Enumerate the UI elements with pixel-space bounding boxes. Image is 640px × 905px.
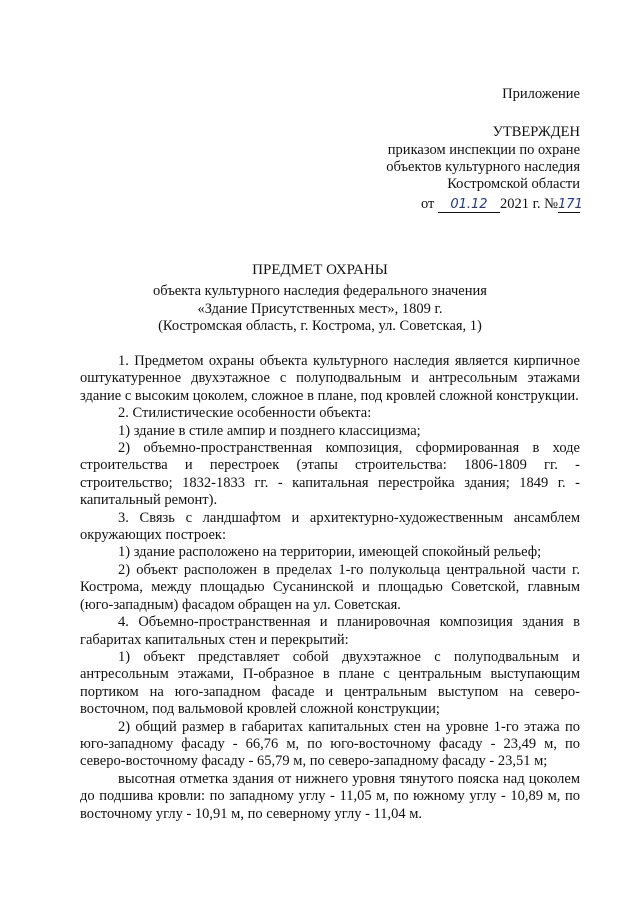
paragraph: 2. Стилистические особенности объекта:: [118, 405, 372, 422]
paragraph: 2) объемно-пространственная композиция, сформированная в ходе строительства и перестроек (этапы строительства: 1806-1809 гг. - строительство; 1832-1833 гг. - капитальная перестройка здания; 1849 г. - капитальный ремонт).: [80, 440, 580, 509]
paragraph: 2) общий размер в габаритах капитальных стен на уровне 1-го этажа по юго-западному фасаду - 66,76 м, по юго-восточному фасаду - 23,49 м, по северо-восточному фасаду - 65,79 м, по северо-западному фасаду - 23,51 м;: [80, 718, 580, 770]
order-date-line: [386, 196, 583, 213]
document-body: [80, 353, 580, 823]
paragraph: 4. Объемно-пространственная и планировочная композиция здания в габаритах капитальных стен и перекрытий:: [80, 614, 580, 648]
appendix-label: Приложение: [502, 86, 580, 102]
handwritten-number: 171: [558, 197, 583, 212]
paragraph: 1) здание в стиле ампир и позднего классицизма;: [118, 422, 421, 439]
order-line: приказом инспекции по охране: [387, 142, 580, 158]
approval-order: [386, 142, 583, 213]
paragraph: 3. Связь с ландшафтом и архитектурно-художественным ансамблем окружающих построек:: [80, 509, 580, 544]
paragraph: 1. Предметом охраны объекта культурного наследия является кирпичное оштукатуренное двухэтажное с полуподвальным и антресольным этажами здание с высоким цоколем, сложное в плане, под кровлей сложной конструкции.: [80, 353, 580, 404]
document-subtitle: [60, 283, 580, 336]
approved-label: УТВЕРЖДЕН: [492, 124, 580, 140]
order-line: Костромской области: [447, 176, 580, 192]
paragraph: 2) объект расположен в пределах 1-го полукольца центральной части г. Кострома, между площадью Сусанинской и площадью Советской, главным (юго-западным) фасадом обращен на ул. Советская.: [80, 561, 580, 613]
document-title: ПРЕДМЕТ ОХРАНЫ: [252, 262, 388, 278]
paragraph: 1) здание расположено на территории, имеющей спокойный рельеф;: [118, 544, 542, 561]
subtitle-line: объекта культурного наследия федерального значения: [153, 283, 487, 299]
paragraph: 1) объект представляет собой двухэтажное с полуподвальным и антресольным этажами, П-образное в плане с центральным выступающим портиком на юго-западном фасаде и центральным выступом на северо-восточном, под вальмовой кровлей сложной конструкции;: [80, 648, 580, 718]
subtitle-line: «Здание Присутственных мест», 1809 г.: [197, 300, 443, 317]
subtitle-line: (Костромская область, г. Кострома, ул. Советская, 1): [158, 318, 482, 334]
date-prefix: от: [420, 196, 435, 212]
order-line: объектов культурного наследия: [386, 159, 580, 175]
handwritten-date: 01.12: [438, 198, 500, 213]
paragraph: высотная отметка здания от нижнего уровня тянутого пояска над цоколем до подшива кровли: по западному углу - 11,05 м, по южному углу - 10,89 м, по восточному углу - 10,91 м, по северному углу - 11,04 м.: [80, 770, 580, 822]
year-number-label: 2021 г. №: [499, 196, 558, 212]
